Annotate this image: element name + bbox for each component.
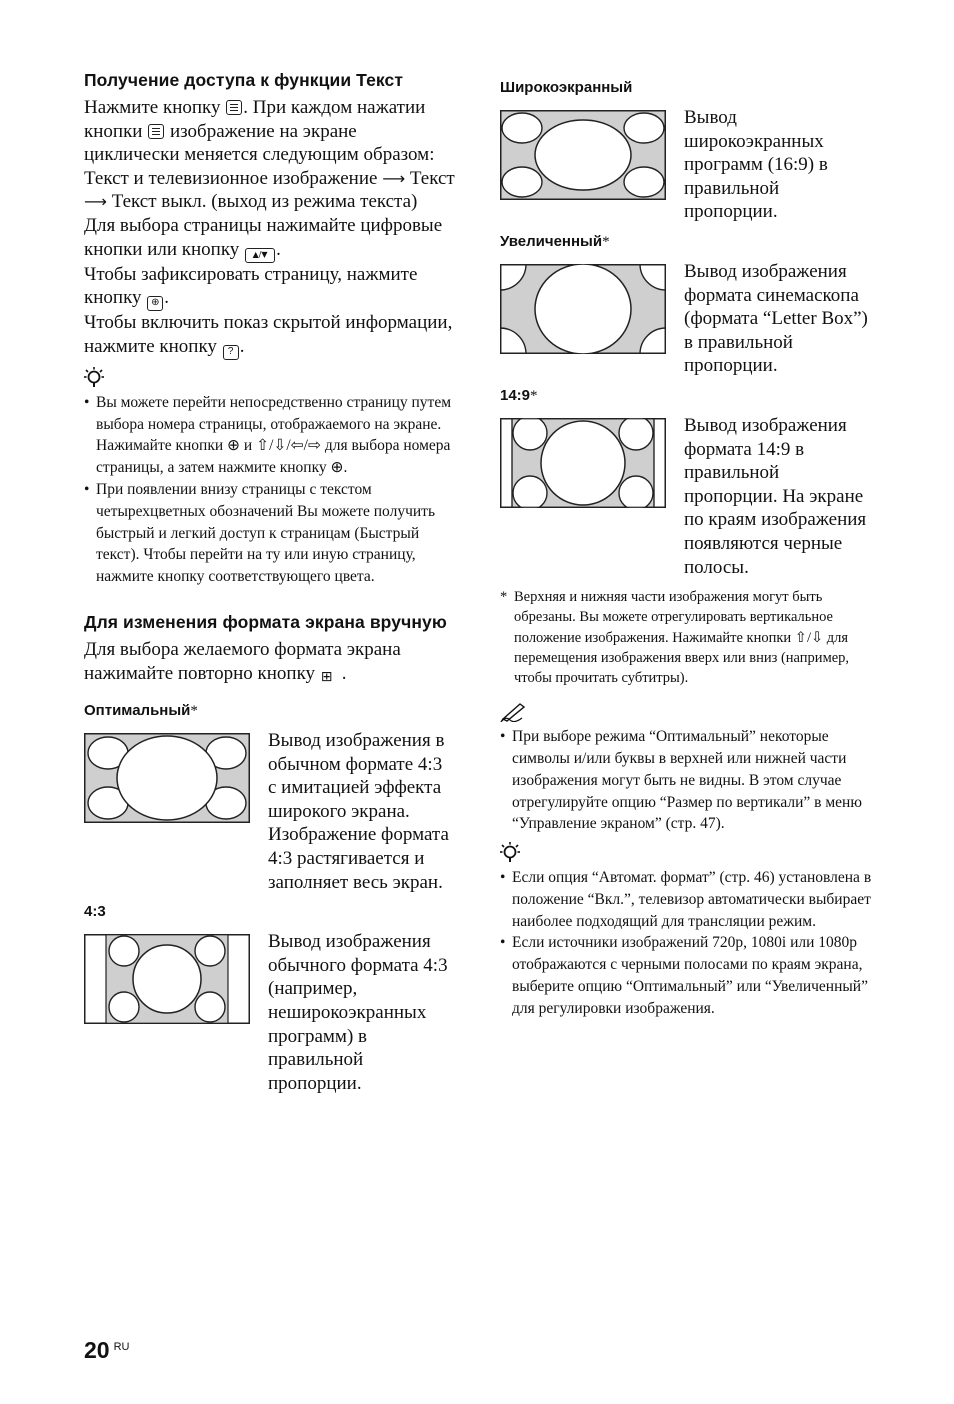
- hint-bulb-icon: [500, 841, 872, 863]
- left-column: [84, 68, 456, 1095]
- teletext-body: [84, 96, 456, 360]
- format-label: 14:9*: [500, 386, 538, 404]
- arrow-right-icon: ⟶: [382, 168, 406, 188]
- format-description: Вывод изображения в обычном формате 4:3 с имитацией эффекта широкого экрана. Изображение формата 4:3 растягивается и заполняет весь экран.: [268, 730, 449, 893]
- note-pencil-icon: [500, 700, 872, 722]
- format-block-zoom: [500, 232, 872, 378]
- arrow-right-icon: ⟶: [84, 192, 107, 212]
- page-language: RU: [113, 1341, 130, 1353]
- right-column: [500, 78, 872, 1020]
- format-label: Увеличенный*: [500, 232, 610, 250]
- teletext-paragraph-1: Нажмите кнопку . При каждом нажатии кнопки изображение на экране циклически меняется следующим образом:: [84, 97, 435, 166]
- teletext-paragraph-5: Чтобы включить показ скрытой информации, нажмите кнопку ? .: [84, 311, 456, 360]
- page-number: 20 $^{RU}$: [84, 1337, 130, 1363]
- hint-bulb-icon: [84, 366, 456, 388]
- format-illustration-14-9: [500, 418, 666, 513]
- format-description: Вывод широкоэкранных программ (16:9) в правильной пропорции.: [684, 107, 828, 223]
- format-illustration-optimal: [84, 733, 250, 828]
- format-footnote: * Верхняя и нижняя части изображения могут быть обрезаны. Вы можете отрегулировать вертикальное положение изображения. Нажимайте кнопки ⇧/⇩ для перемещения изображения вверх или вниз (например, чтобы прочитать субтитры).: [500, 589, 850, 686]
- section-heading-teletext: Получение доступа к функции Текст: [84, 70, 404, 90]
- format-description: Вывод изображения обычного формата 4:3 (например, неширокоэкранных программ) в правильной пропорции.: [268, 931, 448, 1094]
- list-item: • При выборе режима “Оптимальный” некоторые символы и/или буквы в верхней или нижней части изображения могут быть не видны. В этом случае отрегулируйте опцию “Размер по вертикали” в меню “Управление экраном” (стр. 47).: [500, 726, 872, 835]
- format-label: Оптимальный*: [84, 702, 198, 720]
- teletext-icon: [226, 100, 242, 115]
- list-item: • Если источники изображений 720p, 1080i или 1080p отображаются с черными полосами по краям экрана, выберите опцию “Оптимальный” или “Увеличенный” для регулировки изображения.: [500, 932, 872, 1019]
- format-label: Широкоэкранный: [500, 79, 633, 96]
- list-item: • При появлении внизу страницы с текстом четырехцветных обозначений Вы можете получить быстрый и легкий доступ к страницам (Быстрый текст). Чтобы перейти на ту или иную страницу, нажмите кнопку соответствующего цвета.: [84, 479, 456, 588]
- list-item: • Вы можете перейти непосредственно страницу путем выбора номера страницы, отображаемого на экране. Нажимайте кнопки ⊕ и ⇧/⇩/⇦/⇨ для выбора номера страницы, а затем нажмите кнопку ⊕.: [84, 392, 456, 479]
- teletext-paragraph-3: Для выбора страницы нажимайте цифровые кнопки или кнопку ▲/▼ .: [84, 214, 456, 263]
- format-description: Вывод изображения формата 14:9 в правильной пропорции. На экране по краям изображения появляются черные полосы.: [684, 414, 867, 578]
- manual-format-intro: Для выбора желаемого формата экрана нажимайте повторно кнопку ⊞ .: [84, 638, 401, 685]
- format-block-wide: [500, 78, 872, 224]
- hold-icon: ⊕: [147, 296, 163, 311]
- format-block-4-3: [84, 902, 456, 1095]
- format-illustration-zoom: [500, 264, 666, 359]
- section-heading-manual-format: Для изменения формата экрана вручную: [84, 611, 447, 632]
- teletext-hints-list: [84, 392, 456, 588]
- teletext-paragraph-2: Текст и телевизионное изображение ⟶ Текст ⟶ Текст выкл. (выход из режима текста): [84, 167, 455, 213]
- teletext-paragraph-4: Чтобы зафиксировать страницу, нажмите кнопку ⊕ .: [84, 263, 456, 312]
- format-block-optimal: [84, 701, 456, 894]
- format-illustration-4-3: [84, 934, 250, 1029]
- screen-format-icon: ⊞: [320, 668, 333, 685]
- format-label: 4:3: [84, 903, 106, 921]
- format-description: Вывод изображения формата синемаскопа (формата “Letter Box”) в правильной пропорции.: [684, 260, 868, 377]
- teletext-icon: [148, 124, 164, 139]
- format-illustration-wide: [500, 110, 666, 205]
- page-up-down-icon: ▲/▼: [245, 248, 275, 263]
- reveal-icon: ?: [223, 345, 239, 360]
- format-hints-list: [500, 867, 872, 1020]
- list-item: • Если опция “Автомат. формат” (стр. 46) установлена в положение “Вкл.”, телевизор автоматически выбирает наиболее подходящий для трансляции режим.: [500, 867, 872, 932]
- format-block-14-9: [500, 386, 872, 579]
- format-notes-list: [500, 726, 872, 835]
